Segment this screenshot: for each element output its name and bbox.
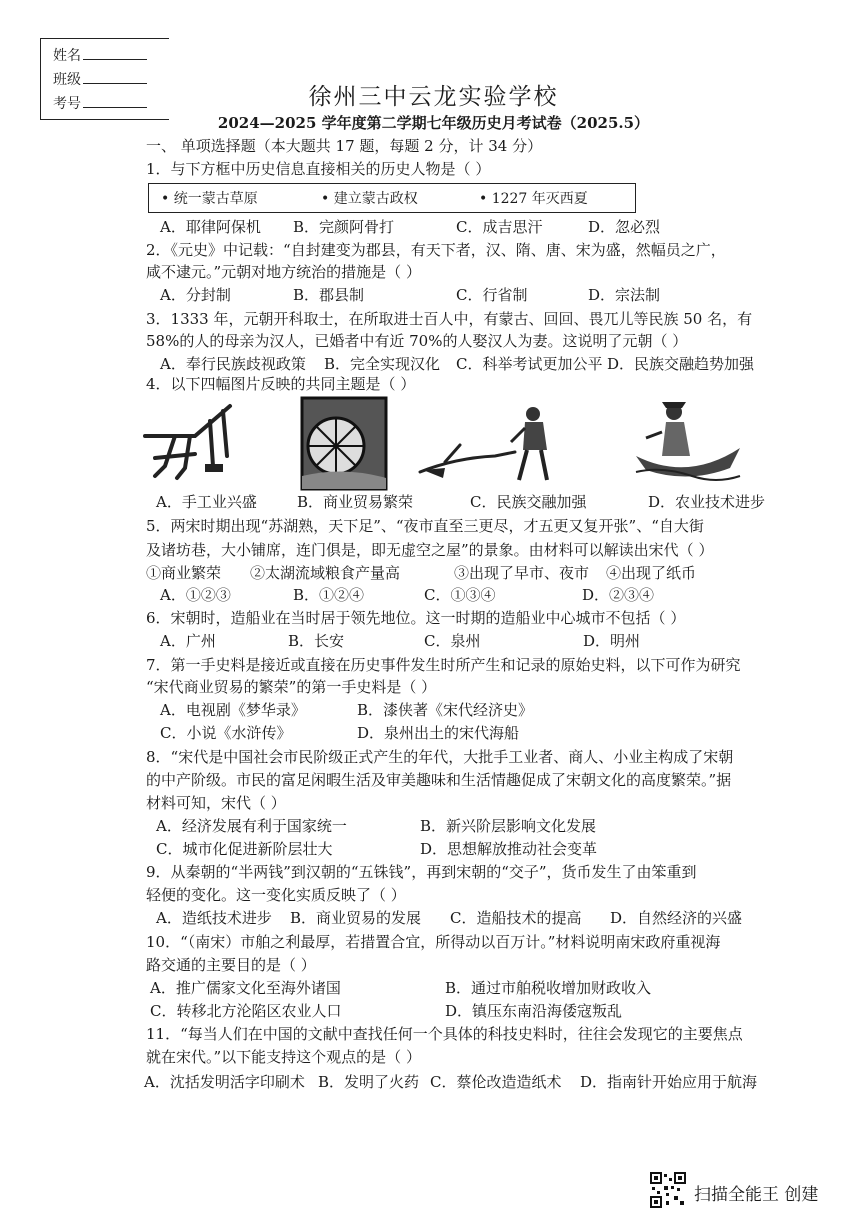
question-8-stem-cont: 材料可知，宋代（ ）: [146, 794, 286, 812]
option[interactable]: C．泉州: [424, 632, 481, 650]
water-wheel-image: [300, 396, 388, 491]
question-3-stem-cont: 58%的人的母亲为汉人，已婚者中有近 70%的人娶汉人为妻。这说明了元朝（ ）: [146, 332, 688, 350]
question-5-stem: 5．两宋时期出现“苏湖熟，天下足”、“夜市直至三更尽，才五更又复开张”、“自大街: [146, 517, 704, 535]
option[interactable]: D．②③④: [582, 586, 655, 604]
scanner-watermark: 扫描全能王 创建: [694, 1185, 819, 1205]
ox-plow-farmer-image: [415, 400, 565, 485]
question-2-stem: 2．《元史》中记载：“自封建变为郡县，有天下者，汉、隋、唐、宋为盛，然幅员之广，: [146, 241, 726, 259]
question-8-stem-cont: 的中产阶级。市民的富足闲暇生活及审美趣味和生活情趣促成了宋朝文化的高度繁荣。”据: [146, 771, 732, 789]
option[interactable]: C．行省制: [456, 286, 528, 304]
option[interactable]: A．手工业兴盛: [156, 493, 257, 511]
option[interactable]: C．蔡伦改造造纸术: [430, 1073, 562, 1091]
option[interactable]: C．①③④: [424, 586, 496, 604]
option[interactable]: C．科举考试更加公平: [456, 355, 603, 373]
question-9-stem-cont: 轻便的变化。这一变化实质反映了（ ）: [146, 886, 406, 904]
plow-tool-image: [135, 396, 240, 484]
option[interactable]: D．泉州出土的宋代海船: [357, 724, 520, 742]
info-item: • 统一蒙古草原: [161, 191, 258, 207]
info-item: • 建立蒙古政权: [321, 191, 418, 207]
option[interactable]: C．成吉思汗: [456, 218, 543, 236]
option[interactable]: B．①②④: [293, 586, 365, 604]
question-10-stem-cont: 路交通的主要目的是（ ）: [146, 956, 316, 974]
name-label: 姓名: [53, 48, 81, 64]
option[interactable]: C．造船技术的提高: [450, 909, 582, 927]
question-1-stem: 1．与下方框中历史信息直接相关的历史人物是（ ）: [146, 160, 491, 178]
question-2-stem-cont: 咸不逮元。”元朝对地方统治的措施是（ ）: [146, 263, 421, 281]
option[interactable]: B．完颜阿骨打: [293, 218, 395, 236]
question-9-stem: 9．从秦朝的“半两钱”到汉朝的“五铢钱”，再到宋朝的“交子”，货币发生了由笨重到: [146, 863, 697, 881]
section-heading: 一、 单项选择题（本大题共 17 题，每题 2 分，计 34 分）: [146, 137, 543, 155]
option[interactable]: D．思想解放推动社会变革: [420, 840, 598, 858]
option[interactable]: A．造纸技术进步: [156, 909, 272, 927]
question-1-info-box: [148, 183, 636, 213]
school-title: 徐州三中云龙实验学校: [308, 84, 559, 110]
option[interactable]: C．城市化促进新阶层壮大: [156, 840, 333, 858]
option[interactable]: C．小说《水浒传》: [160, 724, 292, 742]
name-row: [53, 45, 147, 65]
option[interactable]: B．漆侠著《宋代经济史》: [357, 701, 534, 719]
question-8-stem: 8．“宋代是中国社会市民阶级正式产生的年代，大批手工业者、商人、小业主构成了宋朝: [146, 748, 734, 766]
exam-subtitle: 2024—2025 学年度第二学期七年级历史月考试卷（2025.5）: [217, 114, 650, 132]
question-4-stem: 4．以下四幅图片反映的共同主题是（ ）: [146, 375, 416, 393]
option[interactable]: B．新兴阶层影响文化发展: [420, 817, 597, 835]
option[interactable]: D．民族交融趋势加强: [607, 355, 755, 373]
option[interactable]: D．自然经济的兴盛: [610, 909, 743, 927]
option[interactable]: D．指南针开始应用于航海: [580, 1073, 758, 1091]
option[interactable]: A．经济发展有利于国家统一: [156, 817, 347, 835]
question-10-stem: 10．“（南宋）市舶之利最厚，若措置合宜，所得动以百万计。”材料说明南宋政府重视海: [146, 933, 721, 951]
question-11-stem: 11．“每当人们在中国的文献中查找任何一个具体的科技史料时，往往会发现它的主要焦点: [146, 1025, 743, 1043]
option[interactable]: D．宗法制: [588, 286, 661, 304]
option[interactable]: D．镇压东南沿海倭寇叛乱: [445, 1002, 623, 1020]
boat-person-image: [632, 398, 744, 486]
option[interactable]: B．郡县制: [293, 286, 365, 304]
option[interactable]: B．完全实现汉化: [324, 355, 441, 373]
option[interactable]: A．沈括发明活字印刷术: [144, 1073, 305, 1091]
question-3-stem: 3．1333 年，元朝开科取士，在所取进士百人中，有蒙古、回回、畏兀儿等民族 50 名，有: [146, 310, 753, 328]
sub-item: ③出现了早市、夜市: [454, 564, 590, 582]
option[interactable]: A．①②③: [160, 586, 231, 604]
question-11-stem-cont: 就在宋代。”以下能支持这个观点的是（ ）: [146, 1048, 421, 1066]
option[interactable]: B．发明了火药: [318, 1073, 420, 1091]
question-6-stem: 6．宋朝时，造船业在当时居于领先地位。这一时期的造船业中心城市不包括（ ）: [146, 609, 686, 627]
name-blank[interactable]: [83, 59, 147, 60]
class-label: 班级: [53, 72, 81, 88]
option[interactable]: D．农业技术进步: [648, 493, 766, 511]
option[interactable]: D．忽必烈: [588, 218, 661, 236]
option[interactable]: A．推广儒家文化至海外诸国: [150, 979, 341, 997]
option[interactable]: A．耶律阿保机: [160, 218, 261, 236]
option[interactable]: A．奉行民族歧视政策: [160, 355, 306, 373]
option[interactable]: B．长安: [288, 632, 345, 650]
option[interactable]: C．民族交融加强: [470, 493, 587, 511]
sub-item: ②太湖流域粮食产量高: [250, 564, 401, 582]
option[interactable]: C．转移北方沦陷区农业人口: [150, 1002, 342, 1020]
option[interactable]: B．通过市舶税收增加财政收入: [445, 979, 652, 997]
option[interactable]: A．分封制: [160, 286, 231, 304]
sub-item: ④出现了纸币: [606, 564, 697, 582]
option[interactable]: A．广州: [160, 632, 216, 650]
info-item: • 1227 年灭西夏: [479, 191, 588, 207]
option[interactable]: B．商业贸易的发展: [290, 909, 422, 927]
sub-item: ①商业繁荣: [146, 564, 222, 582]
option[interactable]: A．电视剧《梦华录》: [160, 701, 306, 719]
question-7-stem-cont: “宋代商业贸易的繁荣”的第一手史料是（ ）: [146, 678, 437, 696]
option[interactable]: B．商业贸易繁荣: [297, 493, 414, 511]
exam-no-label: 考号: [53, 96, 81, 112]
question-7-stem: 7．第一手史料是接近或直接在历史事件发生时所产生和记录的原始史料，以下可作为研究: [146, 656, 741, 674]
option[interactable]: D．明州: [583, 632, 641, 650]
qr-code-icon: [650, 1172, 686, 1208]
question-5-stem-cont: 及诸坊巷，大小铺席，连门俱是，即无虚空之屋”的景象。由材料可以解读出宋代（ ）: [146, 541, 714, 559]
